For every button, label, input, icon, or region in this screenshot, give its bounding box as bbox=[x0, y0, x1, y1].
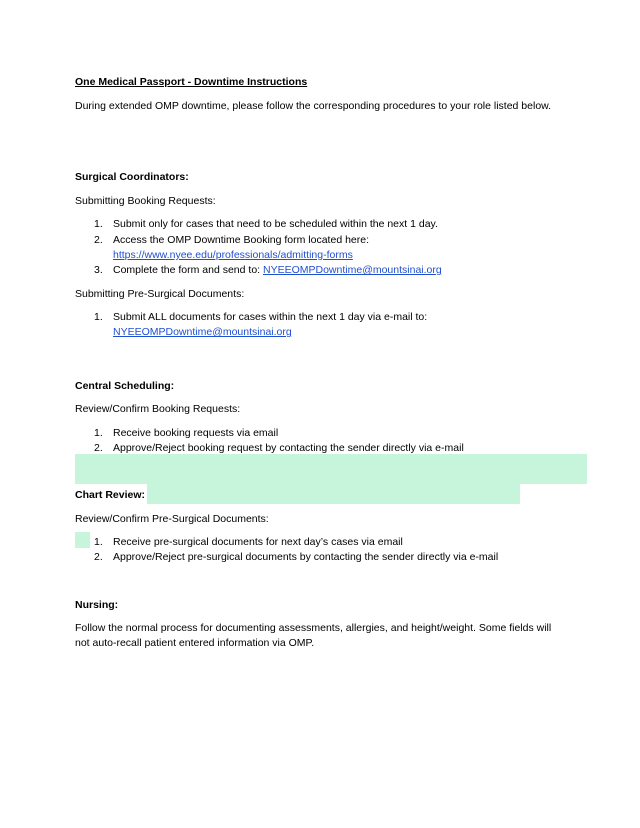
list-number: 1. bbox=[94, 311, 103, 323]
email-link[interactable]: NYEEOMPDowntime@mountsinai.org bbox=[113, 326, 292, 338]
page-title: One Medical Passport - Downtime Instructions bbox=[75, 76, 308, 88]
list-item: Approve/Reject booking request by contacting the sender directly via e-mail bbox=[113, 442, 464, 454]
list-number: 2. bbox=[94, 234, 103, 246]
booking-label: Submitting Booking Requests: bbox=[75, 195, 216, 207]
list-item: Receive pre-surgical documents for next day’s cases via email bbox=[113, 536, 403, 548]
section-heading-central: Central Scheduling: bbox=[75, 380, 175, 392]
list-item-text: Complete the form and send to: bbox=[113, 264, 263, 276]
intro-text: During extended OMP downtime, please follow the corresponding procedures to your role listed below. bbox=[75, 100, 552, 112]
docs-label: Submitting Pre-Surgical Documents: bbox=[75, 288, 245, 300]
admitting-forms-link[interactable]: https://www.nyee.edu/professionals/admitting-forms bbox=[113, 249, 353, 261]
list-number: 1. bbox=[94, 218, 103, 230]
list-number: 1. bbox=[94, 427, 103, 439]
highlight-band-chart-review bbox=[147, 484, 520, 504]
list-number: 2. bbox=[94, 442, 103, 454]
list-number: 2. bbox=[94, 551, 103, 563]
nursing-text-line: Follow the normal process for documenting assessments, allergies, and height/weight. Some fields will bbox=[75, 622, 552, 634]
chart-label: Review/Confirm Pre-Surgical Documents: bbox=[75, 513, 269, 525]
section-heading-nursing: Nursing: bbox=[75, 599, 119, 611]
central-label: Review/Confirm Booking Requests: bbox=[75, 403, 241, 415]
nursing-text-line: not auto-recall patient entered information via OMP. bbox=[75, 637, 315, 649]
list-number: 3. bbox=[94, 264, 103, 276]
list-item: Submit ALL documents for cases within the next 1 day via e-mail to: bbox=[113, 311, 428, 323]
email-link[interactable]: NYEEOMPDowntime@mountsinai.org bbox=[263, 264, 442, 276]
section-heading-surgical: Surgical Coordinators: bbox=[75, 171, 189, 183]
list-item: Access the OMP Downtime Booking form located here: bbox=[113, 234, 370, 246]
list-item: Approve/Reject pre-surgical documents by contacting the sender directly via e-mail bbox=[113, 551, 499, 563]
list-item: Receive booking requests via email bbox=[113, 427, 279, 439]
highlight-marker bbox=[75, 532, 90, 548]
list-item bbox=[113, 263, 442, 277]
list-item: Submit only for cases that need to be scheduled within the next 1 day. bbox=[113, 218, 438, 230]
section-heading-chart: Chart Review: bbox=[75, 489, 146, 501]
highlight-band bbox=[75, 454, 587, 484]
list-number: 1. bbox=[94, 536, 103, 548]
